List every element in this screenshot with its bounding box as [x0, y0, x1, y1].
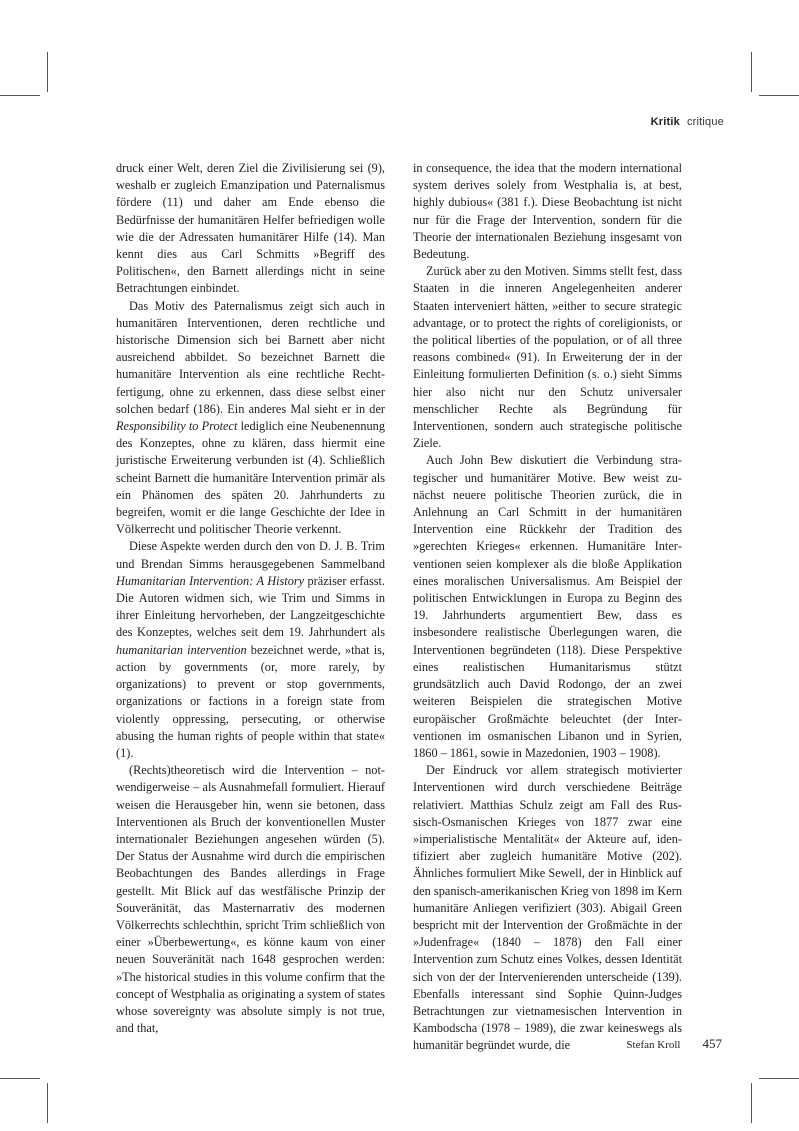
text-run: lediglich eine Neubenennung des Konzeptes, ohne zu klären, dass hiermit eine juristische Erweiterung verbunden ist (4). Schließlich scheint Barnett die humanitäre Intervention primär als ein Phänomen des späten 20. Jahrhunderts zu begreifen, womit er die lange Geschichte der Idee in Völkerrecht und politischer Theorie verkennt. [116, 419, 385, 537]
text-run: Das Motiv des Paternalismus zeigt sich auch in humanitären Interventionen, deren rechtliche und historische Dimension sich bei Barnett aber nicht ausreichend abbildet. So bezeichnet Barnett die humanitäre Intervention als eine rechtliche Rechtfertigung, ohne zu erkennen, dass diese selbst einer solchen bedarf (186). Ein anderes Mal sieht er in der [116, 298, 385, 416]
crop-mark-top-left-h [0, 95, 40, 96]
section-label-en: critique [686, 116, 724, 128]
book-title: Humanitarian Intervention: A History [116, 573, 305, 588]
crop-mark-top-right-h [759, 95, 799, 96]
crop-mark-top-left [47, 52, 48, 92]
paragraph: in consequence, the idea that the modern international system derives solely from Westphalia is, at best, highly dubious« (381 f.). Diese Beobachtung ist nicht nur für die Frage der Intervention, sondern für die Theorie der internationalen Beziehung insgesamt von Bedeutung. [413, 161, 682, 262]
text-run: bezeichnet werde, »that is, action by governments (or, more rarely, by organizations) to prevent or stop governments, organizations or factions in a foreign state from violently oppressing, persecuting, or otherwise abusing the human rights of people within that state« (1). [116, 642, 385, 760]
left-column [116, 160, 385, 1037]
paragraph: Der Eindruck vor allem strategisch motivierter Interventionen wird durch verschiedene Beiträge relativiert. Matthias Schulz zeigt am Fall des Russisch-Osmanischen Krieges von 1877 zwar eine »imperialistische Mentalität« der Akteure auf, identifiziert aber zugleich humanitäre Motive (202). Ähnliches formuliert Mike Sewell, der in Hinblick auf den spanisch-amerikanischen Krieg von 1898 im Kern humanitäre Anliegen verifiziert (303). Abigail Green bespricht mit der Intervention der Großmächte in der »Judenfrage« (1840 – 1878) den Fall einer Intervention zum Schutz eines Volkes, dessen Identität sich von der der Intervenierenden unterscheide (139). Ebenfalls interessant sind Sophie Quinn-Judges Betrachtungen zur vietnamesischen Intervention in Kambodscha (1978 – 1989), die zwar keineswegs als humanitär begründet wurde, die [413, 763, 682, 1053]
crop-mark-bottom-right [751, 1083, 752, 1123]
paragraph [116, 538, 385, 762]
paragraph: Auch John Bew diskutiert die Verbindung strategischer und humanitärer Motive. Bew weist zunächst neuere politische Theorien zurück, die in Anlehnung an Carl Schmitt in der humanitären Intervention eine Rückkehr der Tradition des »gerechten Krieges« erkennen. Humanitäre Interventionen seien komplexer als die bloße Applikation eines moralischen Universalismus. Am Beispiel der politischen Entwicklungen in Europa zu Beginn des 19. Jahrhunderts argumentiert Bew, dass es insbesondere realistische Überlegungen waren, die Interventionen begründeten (118). Diese Perspektive eines realistischen Humanitarismus stützt grundsätzlich auch David Rodongo, der an zwei weiteren Beispielen die strategischen Motive europäischer Großmächte beleuchtet (der Interventionen im osmanischen Libanon und in Syrien, 1860 – 1861, sowie in Mazedonien, 1903 – 1908). [413, 453, 682, 760]
paragraph [116, 298, 385, 539]
page-number: 457 [702, 1036, 722, 1051]
paragraph: (Rechts)theoretisch wird die Intervention – notwendigerweise – als Ausnahmefall formuliert. Hierauf weisen die Herausgeber hin, wenn sie betonen, dass Interventionen als Bruch der konventionellen Muster internationaler Beziehungen angesehen würden (5). Der Status der Ausnahme wird durch die empirischen Beobachtungen des Bandes allerdings in Frage gestellt. Mit Blick auf das westfälische Prinzip der Souveränität, das Masternarrativ des modernen Völkerrechts schlechthin, spricht Trim schließlich von einer »Überbewertung«, es könne kaum von einer neuen Souveränität nach 1648 gesprochen werden: »The historical studies in this volume confirm that the concept of Westphalia as originating a system of states whose sovereignty was absolute simply is not true, and that, [116, 763, 385, 1036]
right-column [413, 160, 682, 1055]
crop-mark-bottom-right-h [759, 1078, 799, 1079]
crop-mark-bottom-left-h [0, 1078, 40, 1079]
section-label-de: Kritik [650, 116, 680, 128]
text-run: präziser erfasst. Die Autoren widmen sich, wie Trim und Simms in ihrer Einleitung hervorheben, der Langzeitgeschichte des Konzeptes, welches seit dem 19. Jahrhundert als [116, 573, 386, 640]
paragraph: druck einer Welt, deren Ziel die Zivilisierung sei (9), weshalb er zugleich Emanzipation und Paternalismus fördere (11) und daher am Ende ebenso die Bedürfnisse der humanitären Helfer befriedigen wolle wie die der Adressaten humanitärer Hilfe (14). Man kennt dies aus Carl Schmitts »Begriff des Politischen«, den Barnett allerdings nicht in seine Betrachtungen einbindet. [116, 161, 385, 296]
emphasis: Responsibility to Protect [116, 419, 238, 434]
running-head [651, 116, 724, 128]
crop-mark-top-right [751, 52, 752, 92]
emphasis: humanitarian intervention [116, 642, 247, 657]
paragraph: Zurück aber zu den Motiven. Simms stellt fest, dass Staaten in die inneren Angelegenheiten anderer Staaten interveniert hätten, »either to secure strategic advantage, or to protect the rights of coreligionists, or the political liberties of the population, or of all three reasons combined« (91). In Erweiterung der in der Einleitung formulierten Definition (s. o.) sieht Simms hier also nicht nur den Schutz universaler menschlicher Rechte als Begründung für Interventionen, sondern auch strategische politische Ziele. [413, 264, 682, 451]
page-footer [626, 1036, 722, 1052]
text-run: Diese Aspekte werden durch den von D. J. B. Trim und Brendan Simms herausgegebenen Sammelband [116, 539, 385, 571]
author-name: Stefan Kroll [626, 1039, 681, 1051]
crop-mark-bottom-left [47, 1083, 48, 1123]
